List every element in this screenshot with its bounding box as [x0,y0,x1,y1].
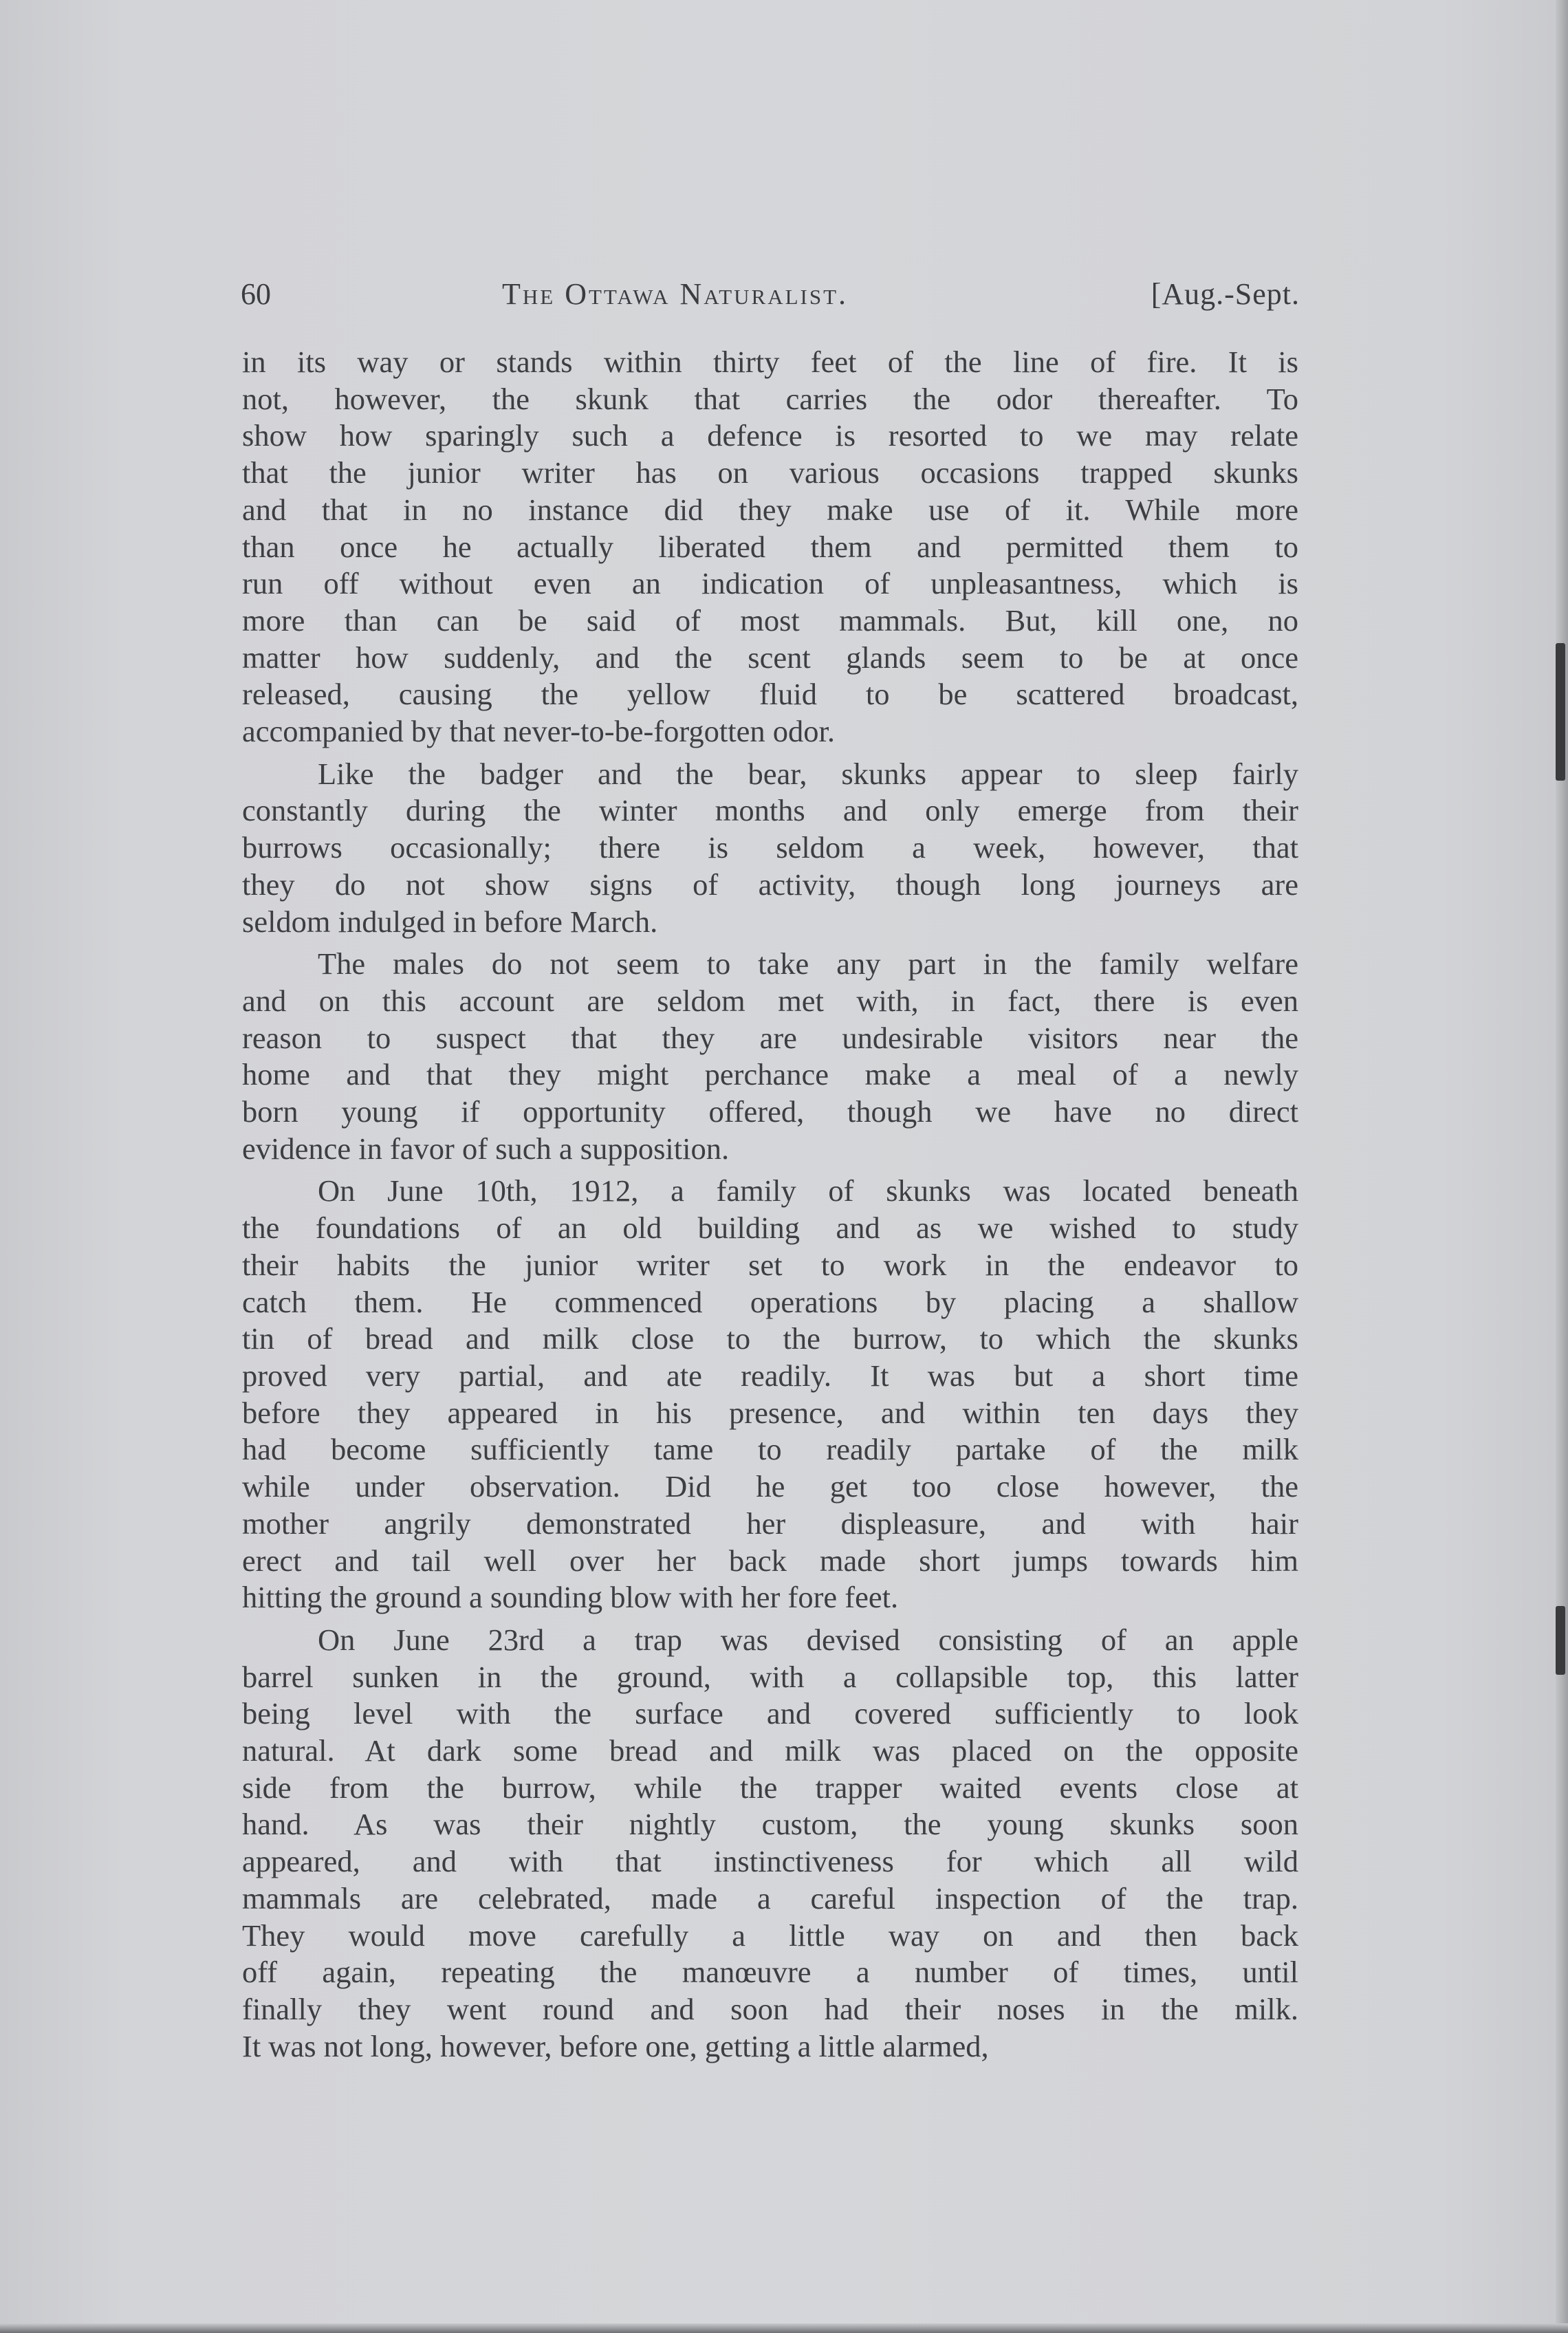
text-line: Like the badger and the bear, skunks appear to sleep fairly [318,756,1298,791]
binding-mark [1556,643,1565,781]
text-line: evidence in favor of such a supposition. [242,1131,730,1166]
paragraph-gap [242,750,1298,756]
text-line: catch them. He commenced operations by placing a shallow [242,1284,1298,1319]
text-line: They would move carefully a little way on and then back [242,1918,1298,1953]
text-line: while under observation. Did he get too close however, the [242,1469,1298,1504]
text-line: The males do not seem to take any part in the family welfare [318,946,1298,981]
article-body [242,344,1298,2065]
text-line: constantly during the winter months and only emerge from their [242,793,1298,828]
text-line: On June 10th, 1912, a family of skunks was located beneath [318,1173,1298,1208]
text-line: reason to suspect that they are undesirable visitors near the [242,1020,1298,1055]
text-line: in its way or stands within thirty feet of the line of fire. It is [242,345,1298,379]
paragraph [242,1622,1298,2065]
text-line: hand. As was their nightly custom, the young skunks soon [242,1807,1298,1842]
text-line: erect and tail well over her back made short jumps towards him [242,1543,1298,1578]
text-line: that the junior writer has on various occasions trapped skunks [242,455,1298,490]
text-line: home and that they might perchance make a meal of a newly [242,1057,1298,1092]
paragraph [242,946,1298,1167]
paragraph-gap [242,1167,1298,1173]
text-line: show how sparingly such a defence is resorted to we may relate [242,418,1298,453]
text-line: proved very partial, and ate readily. It was but a short time [242,1358,1298,1393]
paragraph [242,756,1298,941]
text-line: not, however, the skunk that carries the odor thereafter. To [242,381,1298,416]
paragraph [242,344,1298,750]
running-header [241,276,1300,325]
text-line: barrel sunken in the ground, with a collapsible top, this latter [242,1659,1298,1694]
text-line: had become sufficiently tame to readily partake of the milk [242,1432,1298,1467]
binding-mark [1556,1606,1565,1675]
text-line: and on this account are seldom met with, in fact, there is even [242,983,1298,1018]
text-line: their habits the junior writer set to work in the endeavor to [242,1247,1298,1282]
text-line: born young if opportunity offered, though we have no direct [242,1094,1298,1129]
text-line: accompanied by that never-to-be-forgotten odor. [242,714,836,749]
text-line: tin of bread and milk close to the burrow, to which the skunks [242,1321,1298,1356]
text-line: side from the burrow, while the trapper waited events close at [242,1770,1298,1805]
text-line: It was not long, however, before one, getting a little alarmed, [242,2028,989,2063]
text-line: off again, repeating the manœuvre a number of times, until [242,1955,1298,1990]
text-line: than once he actually liberated them and permitted them to [242,529,1298,564]
text-line: being level with the surface and covered sufficiently to look [242,1696,1298,1731]
issue-date: [Aug.-Sept. [1151,277,1300,311]
text-line: burrows occasionally; there is seldom a week, however, that [242,830,1298,865]
text-line: before they appeared in his presence, and within ten days they [242,1395,1298,1430]
paragraph-gap [242,940,1298,946]
text-line: mother angrily demonstrated her displeasure, and with hair [242,1506,1298,1541]
text-line: appeared, and with that instinctiveness for which all wild [242,1844,1298,1879]
text-line: mammals are celebrated, made a careful inspection of the trap. [242,1880,1298,1916]
text-line: they do not show signs of activity, though long journeys are [242,867,1298,902]
text-line: matter how suddenly, and the scent glands seem to be at once [242,640,1298,675]
text-line: On June 23rd a trap was devised consisting of an apple [318,1622,1298,1657]
text-line: and that in no instance did they make use of it. While more [242,492,1298,527]
text-line: natural. At dark some bread and milk was placed on the opposite [242,1733,1298,1768]
page-number: 60 [241,277,271,311]
paragraph [242,1173,1298,1616]
page-edge-shadow [1556,0,1568,2333]
journal-title: The Ottawa Naturalist. [502,277,849,311]
text-line: more than can be said of most mammals. But, kill one, no [242,603,1298,638]
text-line: released, causing the yellow fluid to be scattered broadcast, [242,677,1298,712]
page-bottom-edge [0,2323,1568,2333]
text-line: finally they went round and soon had their noses in the milk. [242,1991,1298,2026]
text-line: seldom indulged in before March. [242,904,658,939]
text-line: hitting the ground a sounding blow with her fore feet. [242,1580,899,1615]
text-line: the foundations of an old building and as we wished to study [242,1211,1298,1246]
text-line: run off without even an indication of unpleasantness, which is [242,566,1298,601]
paragraph-gap [242,1616,1298,1622]
